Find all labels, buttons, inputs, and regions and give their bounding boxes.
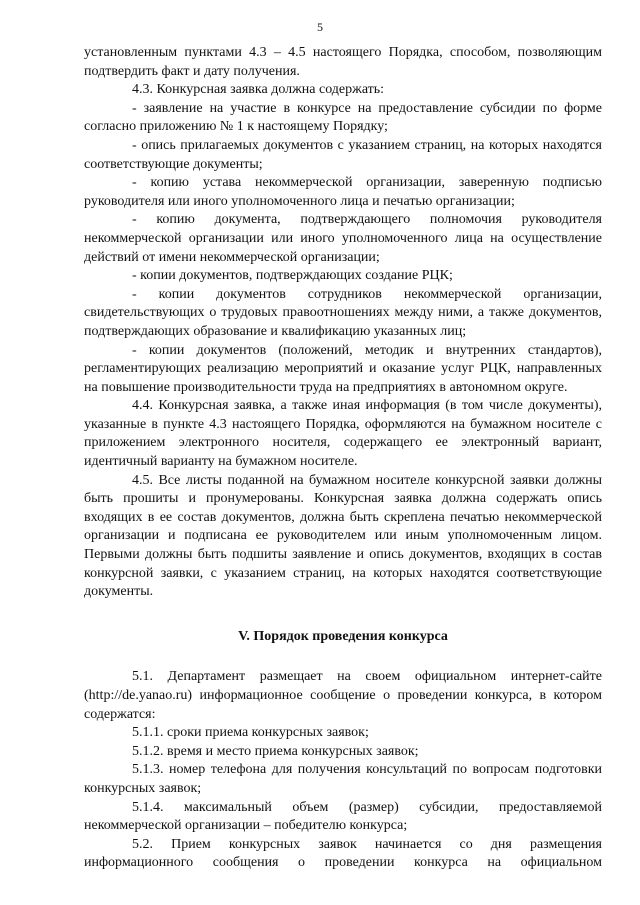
list-item: - копию документа, подтверждающего полномочия руководителя некоммерческой организации или иного уполномоченного лица на осуществление действий от имени некоммерческой организации;: [84, 212, 602, 265]
paragraph: установленным пунктами 4.3 – 4.5 настоящего Порядка, способом, позволяющим подтвердить факт и дату получения.: [84, 45, 602, 79]
paragraph: 5.2. Прием конкурсных заявок начинается со дня размещения информационного сообщения о проведении конкурса на официальном: [84, 836, 602, 871]
list-item: - копии документов (положений, методик и внутренних стандартов), регламентирующих реализацию мероприятий и оказание услуг РЦК, направленных на повышение производительности труда на предприятиях в автономном округе.: [84, 342, 602, 395]
section-v: [84, 668, 602, 873]
list-item: - опись прилагаемых документов с указанием страниц, на которых находятся соответствующие документы;: [84, 137, 602, 172]
paragraph: 4.3. Конкурсная заявка должна содержать:: [132, 82, 385, 98]
paragraph: 4.5. Все листы поданной на бумажном носителе конкурсной заявки должны быть прошиты и пронумерованы. Конкурсная заявка должна содержать опись входящих в ее состав документов, должна быть скреплена печатью некоммерческой организации и подписана ее руководителем или иным уполномоченным лицом. Первыми должны быть подшиты заявление и опись документов, входящих в состав конкурсной заявки, с указанием страниц, на которых находятся соответствующие документы.: [84, 472, 602, 600]
paragraph: 4.4. Конкурсная заявка, а также иная информация (в том числе документы), указанные в пункте 4.3 настоящего Порядка, оформляются на бумажном носителе с приложением электронного носителя, содержащего ее электронный вариант, идентичный варианту на бумажном носителе.: [84, 398, 602, 470]
list-item: - копию устава некоммерческой организации, заверенную подписью руководителя или иного уполномоченного лица и печатью организации;: [84, 175, 602, 209]
list-item: 5.1.4. максимальный объем (размер) субсидии, предоставляемой некоммерческой организации – победителю конкурса;: [84, 799, 602, 834]
document-body: [84, 44, 602, 873]
section-heading: V. Порядок проведения конкурса: [238, 628, 448, 644]
list-item: - заявление на участие в конкурсе на предоставление субсидии по форме согласно приложению № 1 к настоящему Порядку;: [84, 100, 602, 135]
section-iv-continuation: [84, 44, 602, 602]
paragraph: 5.1. Департамент размещает на своем официальном интернет-сайте (http://de.yanao.ru) информационное сообщение о проведении конкурса, в котором содержатся:: [84, 669, 602, 722]
page-number: 5: [317, 20, 323, 34]
list-item: 5.1.3. номер телефона для получения консультаций по вопросам подготовки конкурсных заявок;: [84, 762, 602, 796]
list-item: 5.1.2. время и место приема конкурсных заявок;: [132, 743, 419, 759]
list-item: - копии документов сотрудников некоммерческой организации, свидетельствующих о трудовых правоотношениях между ними, а также документов, подтверждающих образование и квалификацию указанных лиц;: [84, 286, 602, 339]
list-item: - копии документов, подтверждающих создание РЦК;: [132, 268, 453, 284]
list-item: 5.1.1. сроки приема конкурсных заявок;: [132, 725, 369, 741]
